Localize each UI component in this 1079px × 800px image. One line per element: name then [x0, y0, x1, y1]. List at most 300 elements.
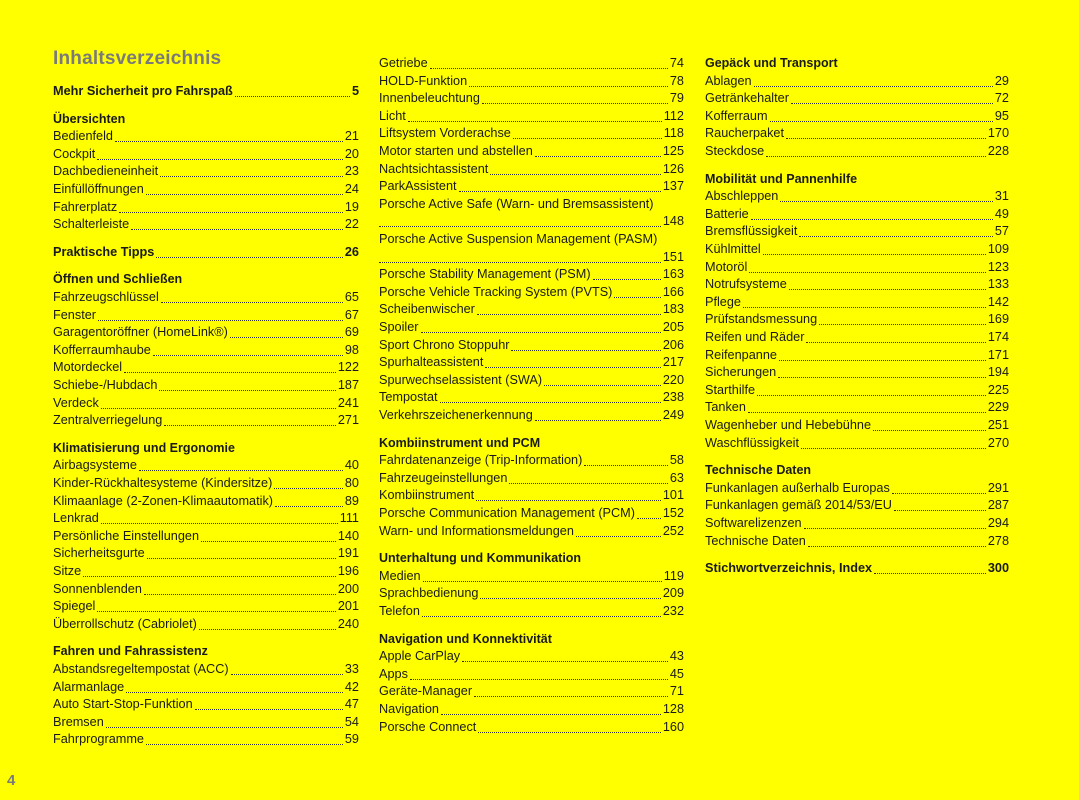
toc-entry-page: 109 [987, 242, 1009, 256]
toc-entry-label: Warn- und Informationsmeldungen [379, 523, 574, 538]
toc-entry-page: 194 [987, 365, 1009, 380]
toc-entry[interactable] [379, 452, 684, 469]
toc-entry-label: Liftsystem Vorderachse [379, 126, 511, 141]
toc-entry-page: 72 [994, 91, 1009, 106]
toc-entry[interactable] [53, 598, 359, 615]
toc-entry-label: Motordeckel [53, 360, 123, 375]
toc-entry-label: Bedienfeld [53, 129, 113, 144]
toc-entry[interactable] [705, 311, 1009, 328]
toc-entry-page: 79 [669, 91, 684, 106]
toc-entry-label: Getriebe [379, 56, 428, 70]
leader-dots [754, 75, 993, 87]
leader-dots [422, 605, 661, 617]
toc-entry-page: 58 [669, 453, 684, 468]
toc-entry-label: Praktische Tipps [53, 244, 155, 259]
toc-entry[interactable] [53, 679, 359, 696]
leader-dots [892, 482, 986, 494]
toc-entry[interactable] [53, 545, 359, 562]
toc-entry-page: 252 [662, 523, 684, 538]
leader-dots [430, 57, 668, 69]
toc-entry-page: 300 [987, 561, 1009, 576]
toc-entry[interactable] [705, 108, 1009, 125]
toc-entry-page: 140 [337, 528, 359, 543]
leader-dots [584, 454, 668, 466]
toc-entry-page: 89 [344, 493, 359, 508]
toc-entry-label: Kühlmittel [705, 242, 761, 256]
toc-entry-page: 148 [662, 214, 684, 229]
leader-dots [874, 562, 986, 574]
toc-entry-label: Kofferraumhaube [53, 342, 151, 357]
toc-entry-label: Porsche Stability Management (PSM) [379, 267, 591, 282]
toc-entry[interactable] [53, 181, 359, 198]
toc-entry[interactable] [705, 143, 1009, 160]
toc-entry-page: 123 [987, 259, 1009, 274]
leader-dots [119, 201, 343, 213]
toc-entry[interactable] [53, 616, 359, 633]
toc-entry[interactable] [379, 73, 684, 90]
toc-entry-page: 45 [669, 666, 684, 681]
toc-entry[interactable] [705, 90, 1009, 107]
toc-entry[interactable] [53, 377, 359, 394]
toc-entry-label: Sicherungen [705, 365, 777, 380]
toc-entry-page: 294 [987, 516, 1009, 530]
toc-entry-label: Abschleppen [705, 189, 779, 204]
toc-entry-page: 23 [344, 164, 359, 179]
toc-entry-page: 122 [337, 360, 359, 375]
toc-entry-page: 278 [987, 533, 1009, 548]
toc-entry-continuation[interactable] [379, 249, 684, 266]
toc-entry-page: 160 [662, 719, 684, 734]
toc-entry-label: Zentralverriegelung [53, 413, 163, 428]
toc-entry-label: Telefon [379, 604, 420, 618]
toc-entry-page: 241 [337, 395, 359, 410]
toc-entry[interactable] [53, 457, 359, 474]
leader-dots [763, 243, 986, 255]
leader-dots [379, 215, 661, 227]
toc-entry[interactable] [705, 515, 1009, 532]
leader-dots [126, 681, 343, 693]
toc-entry-page: 31 [994, 189, 1009, 204]
toc-entry[interactable] [379, 301, 684, 318]
toc-entry-label: Sitze [53, 564, 82, 578]
toc-entry-page: 229 [987, 400, 1009, 415]
toc-entry-label: Nachtsichtassistent [379, 161, 489, 176]
section-heading: Öffnen und Schließen [53, 272, 183, 287]
toc-entry[interactable] [379, 505, 684, 522]
toc-entry[interactable] [379, 372, 684, 389]
toc-entry[interactable] [705, 382, 1009, 399]
leader-dots [161, 291, 343, 303]
toc-entry-page: 249 [662, 408, 684, 422]
leader-dots [509, 472, 668, 484]
toc-entry-label: Pflege [705, 294, 741, 309]
toc-entry-label: Fahrprogramme [53, 732, 144, 747]
toc-entry-label: Apple CarPlay [379, 649, 461, 664]
toc-entry[interactable] [53, 146, 359, 163]
toc-entry[interactable] [53, 128, 359, 145]
toc-entry-label: Einfüllöffnungen [53, 182, 144, 196]
toc-heading-entry[interactable] [53, 83, 359, 100]
leader-dots [83, 565, 336, 577]
toc-entry-label: Fahrzeugschlüssel [53, 290, 159, 304]
toc-entry[interactable] [379, 719, 684, 736]
toc-entry[interactable] [379, 55, 684, 72]
leader-dots [147, 547, 336, 559]
toc-entry[interactable] [379, 143, 684, 160]
toc-entry-page: 118 [663, 126, 684, 141]
toc-entry[interactable] [379, 178, 684, 195]
leader-dots [379, 251, 661, 263]
section-heading: Technische Daten [705, 463, 812, 478]
toc-entry-label: Fenster [53, 307, 97, 322]
toc-entry-label: Licht [379, 108, 406, 123]
toc-entry-label: Reifenpanne [705, 347, 777, 362]
toc-entry-label: Fahrzeugeinstellungen [379, 470, 508, 485]
toc-entry-label: Batterie [705, 206, 749, 221]
toc-entry-label: Technische Daten [705, 533, 806, 548]
leader-dots [749, 261, 986, 273]
toc-entry-label: Sicherheitsgurte [53, 546, 145, 561]
toc-entry-page: 43 [669, 649, 684, 664]
toc-entry[interactable] [53, 714, 359, 731]
toc-entry-page: 59 [344, 732, 359, 747]
toc-entry-page: 21 [344, 129, 359, 144]
toc-entry-page: 271 [337, 413, 359, 428]
toc-entry[interactable] [379, 319, 684, 336]
toc-entry-label: Bremsen [53, 714, 104, 729]
toc-entry-page: 152 [662, 506, 684, 520]
leader-dots [751, 208, 993, 220]
toc-entry-label: Tanken [705, 400, 746, 415]
toc-entry[interactable] [53, 289, 359, 306]
toc-entry[interactable] [53, 199, 359, 216]
toc-entry[interactable] [379, 90, 684, 107]
toc-entry[interactable] [53, 412, 359, 429]
toc-entry[interactable] [379, 470, 684, 487]
toc-entry-label: Spoiler [379, 320, 419, 334]
toc-entry[interactable] [379, 125, 684, 142]
toc-entry-label: Fahrerplatz [53, 199, 118, 214]
toc-entry-page: 63 [669, 470, 684, 485]
page-title: Inhaltsverzeichnis [53, 48, 222, 69]
leader-dots [199, 618, 336, 630]
toc-entry[interactable] [379, 648, 684, 665]
toc-entry-page: 19 [344, 199, 359, 214]
toc-entry-page: 95 [994, 108, 1009, 123]
toc-entry-label: Innenbeleuchtung [379, 91, 480, 106]
toc-entry-continuation[interactable] [379, 213, 684, 230]
leader-dots [101, 512, 338, 524]
leader-dots [146, 183, 343, 195]
toc-entry-page: 33 [344, 662, 359, 676]
toc-entry[interactable] [53, 731, 359, 748]
toc-entry[interactable] [379, 585, 684, 602]
toc-entry[interactable] [53, 342, 359, 359]
toc-entry[interactable] [379, 266, 684, 283]
toc-entry-page: 80 [344, 476, 359, 490]
toc-entry-label: Alarmanlage [53, 679, 125, 694]
toc-entry-page: 74 [669, 56, 684, 70]
toc-entry[interactable] [379, 666, 684, 683]
toc-entry[interactable] [379, 354, 684, 371]
toc-entry-label: Sport Chrono Stoppuhr [379, 337, 510, 352]
toc-entry-label: Geräte-Manager [379, 684, 473, 699]
leader-dots [576, 525, 661, 537]
toc-entry-page: 24 [344, 182, 359, 196]
toc-entry[interactable] [379, 487, 684, 504]
toc-entry[interactable] [705, 417, 1009, 434]
toc-entry-page: 54 [344, 714, 359, 729]
toc-entry-page: 128 [662, 702, 684, 716]
leader-dots [819, 313, 986, 325]
toc-entry-label: Spurwechselassistent (SWA) [379, 372, 543, 387]
toc-entry-page: 78 [669, 73, 684, 88]
toc-entry-page: 47 [344, 697, 359, 712]
toc-entry-label: Lenkrad [53, 511, 99, 526]
toc-entry[interactable] [53, 475, 359, 492]
toc-entry-label: Ablagen [705, 73, 752, 88]
toc-entry-page: 191 [337, 546, 359, 561]
toc-entry-label: Navigation [379, 702, 439, 716]
toc-entry[interactable] [53, 696, 359, 713]
toc-entry[interactable] [705, 188, 1009, 205]
toc-entry[interactable] [53, 528, 359, 545]
toc-entry-label: Dachbedieneinheit [53, 164, 159, 179]
toc-entry[interactable] [379, 523, 684, 540]
toc-entry[interactable] [379, 231, 684, 248]
leader-dots [441, 703, 661, 715]
toc-entry-label: Sonnenblenden [53, 581, 142, 596]
section-heading: Übersichten [53, 111, 126, 126]
leader-dots [766, 145, 986, 157]
leader-dots [160, 165, 343, 177]
leader-dots [791, 92, 993, 104]
toc-entry-label: Spurhalteassistent [379, 355, 484, 370]
toc-entry-label: Abstandsregeltempostat (ACC) [53, 662, 229, 676]
leader-dots [97, 148, 343, 160]
toc-entry-label: Sprachbedienung [379, 586, 479, 601]
leader-dots [593, 268, 661, 280]
toc-entry-page: 232 [662, 604, 684, 618]
toc-entry-page: 22 [344, 217, 359, 232]
toc-entry-label: Getränkehalter [705, 91, 789, 106]
leader-dots [535, 145, 661, 157]
toc-entry[interactable] [53, 163, 359, 180]
toc-entry[interactable] [705, 125, 1009, 142]
leader-dots [408, 110, 662, 122]
section-heading: Kombiinstrument und PCM [379, 435, 541, 450]
section-heading: Gepäck und Transport [705, 56, 838, 70]
toc-heading-entry[interactable] [705, 560, 1009, 577]
leader-dots [786, 127, 986, 139]
toc-entry[interactable] [705, 73, 1009, 90]
section-heading: Fahren und Fahrassistenz [53, 644, 208, 659]
toc-entry-label: Auto Start-Stop-Funktion [53, 697, 193, 712]
leader-dots [423, 570, 662, 582]
toc-entry[interactable] [379, 108, 684, 125]
toc-entry[interactable] [379, 701, 684, 718]
leader-dots [440, 391, 661, 403]
toc-entry-page: 125 [662, 144, 684, 158]
leader-dots [780, 190, 993, 202]
toc-entry-label: Funkanlagen gemäß 2014/53/EU [705, 498, 892, 513]
toc-entry[interactable] [53, 395, 359, 412]
toc-entry[interactable] [53, 324, 359, 341]
toc-entry[interactable] [379, 683, 684, 700]
toc-entry[interactable] [53, 510, 359, 527]
toc-entry-label: Spiegel [53, 599, 96, 614]
toc-entry[interactable] [53, 307, 359, 324]
toc-entry-label: HOLD-Funktion [379, 73, 468, 88]
leader-dots [482, 92, 668, 104]
toc-entry-page: 40 [344, 458, 359, 473]
toc-entry-label: Stichwortverzeichnis, Index [705, 561, 873, 576]
leader-dots [156, 246, 343, 258]
toc-entry-page: 187 [337, 378, 359, 392]
toc-entry-label: Raucherpaket [705, 126, 784, 141]
toc-entry-page: 174 [987, 330, 1009, 344]
toc-entry[interactable] [53, 661, 359, 678]
toc-entry[interactable] [705, 435, 1009, 452]
toc-entry-label: Klimaanlage (2-Zonen-Klimaautomatik) [53, 493, 274, 508]
toc-entry-page: 69 [344, 325, 359, 340]
toc-entry[interactable] [705, 223, 1009, 240]
leader-dots [535, 409, 661, 421]
toc-entry[interactable] [705, 329, 1009, 346]
toc-entry[interactable] [705, 497, 1009, 514]
leader-dots [748, 401, 986, 413]
toc-entry-label: Tempostat [379, 390, 438, 405]
leader-dots [421, 321, 661, 333]
leader-dots [801, 437, 986, 449]
leader-dots [743, 296, 986, 308]
toc-entry[interactable] [379, 284, 684, 301]
toc-entry[interactable] [705, 206, 1009, 223]
toc-entry[interactable] [53, 359, 359, 376]
toc-entry[interactable] [53, 216, 359, 233]
toc-entry-page: 220 [662, 372, 684, 387]
toc-entry-page: 26 [344, 244, 359, 259]
page-number: 4 [7, 772, 16, 789]
toc-entry-page: 57 [994, 224, 1009, 239]
toc-entry-page: 20 [344, 146, 359, 161]
toc-entry-label: Schiebe-/Hubdach [53, 378, 158, 392]
toc-entry-label: Kinder-Rückhaltesysteme (Kindersitze) [53, 476, 273, 490]
toc-entry-page: 217 [662, 355, 684, 370]
toc-entry[interactable] [379, 196, 684, 213]
toc-entry-label: Reifen und Räder [705, 330, 805, 344]
toc-entry[interactable] [705, 294, 1009, 311]
toc-entry-page: 98 [344, 342, 359, 357]
toc-entry-page: 137 [662, 179, 684, 194]
toc-entry-page: 206 [662, 337, 684, 352]
toc-entry-page: 183 [662, 302, 684, 317]
leader-dots [637, 507, 661, 519]
toc-entry[interactable] [705, 259, 1009, 276]
toc-entry[interactable] [705, 480, 1009, 497]
leader-dots [779, 349, 986, 361]
toc-entry-page: 200 [337, 581, 359, 596]
leader-dots [513, 127, 662, 139]
toc-entry-label: Schalterleiste [53, 217, 130, 232]
toc-entry-page: 126 [662, 161, 684, 176]
toc-entry[interactable] [379, 568, 684, 585]
toc-entry[interactable] [379, 389, 684, 406]
toc-entry-label: Motoröl [705, 259, 748, 274]
leader-dots [131, 218, 343, 230]
toc-entry[interactable] [705, 347, 1009, 364]
toc-entry-page: 5 [351, 84, 359, 98]
toc-entry[interactable] [379, 603, 684, 620]
toc-entry-label: Softwarelizenzen [705, 516, 802, 530]
leader-dots [195, 698, 343, 710]
section-heading: Klimatisierung und Ergonomie [53, 440, 235, 455]
toc-entry-page: 205 [662, 320, 684, 334]
toc-entry-page: 133 [987, 277, 1009, 292]
toc-entry[interactable] [379, 161, 684, 178]
toc-entry-label: Prüfstandsmessung [705, 312, 818, 327]
toc-entry[interactable] [705, 276, 1009, 293]
toc-entry-label: Scheibenwischer [379, 302, 475, 317]
toc-entry-page: 240 [337, 616, 359, 631]
toc-entry[interactable] [379, 337, 684, 354]
toc-entry[interactable] [705, 399, 1009, 416]
toc-entry-label: Funkanlagen außerhalb Europas [705, 480, 890, 495]
toc-entry-label: Fahrdatenanzeige (Trip-Information) [379, 453, 583, 468]
toc-entry-label: Cockpit [53, 146, 96, 161]
section-heading: Navigation und Konnektivität [379, 631, 552, 646]
leader-dots [139, 459, 343, 471]
leader-dots [469, 75, 668, 87]
toc-entry-page: 238 [662, 390, 684, 405]
toc-entry-page: 209 [662, 586, 684, 601]
toc-heading-entry[interactable] [53, 244, 359, 261]
leader-dots [146, 733, 343, 745]
toc-entry-label: Mehr Sicherheit pro Fahrspaß [53, 84, 233, 98]
toc-entry-page: 166 [662, 284, 684, 299]
leader-dots [98, 309, 343, 321]
leader-dots [462, 650, 668, 662]
toc-entry[interactable] [379, 407, 684, 424]
toc-entry-page: 291 [987, 480, 1009, 495]
leader-dots [459, 180, 661, 192]
toc-entry-page: 111 [339, 511, 359, 526]
leader-dots [799, 225, 993, 237]
toc-entry[interactable] [705, 241, 1009, 258]
leader-dots [124, 361, 336, 373]
toc-entry[interactable] [53, 493, 359, 510]
toc-entry-page: 119 [663, 568, 684, 583]
toc-entry[interactable] [53, 563, 359, 580]
toc-entry-page: 251 [987, 418, 1009, 432]
leader-dots [235, 85, 350, 97]
leader-dots [485, 356, 660, 368]
leader-dots [614, 286, 660, 298]
leader-dots [778, 366, 986, 378]
toc-entry-page: 67 [344, 307, 359, 322]
leader-dots [806, 331, 985, 343]
leader-dots [275, 495, 343, 507]
leader-dots [97, 600, 336, 612]
toc-entry[interactable] [705, 533, 1009, 550]
leader-dots [544, 374, 661, 386]
toc-entry-label: Verkehrszeichenerkennung [379, 408, 533, 422]
toc-entry-label: Porsche Vehicle Tracking System (PVTS) [379, 284, 613, 299]
toc-entry[interactable] [705, 364, 1009, 381]
toc-entry[interactable] [53, 581, 359, 598]
toc-entry-page: 65 [344, 290, 359, 304]
toc-entry-page: 225 [987, 382, 1009, 397]
